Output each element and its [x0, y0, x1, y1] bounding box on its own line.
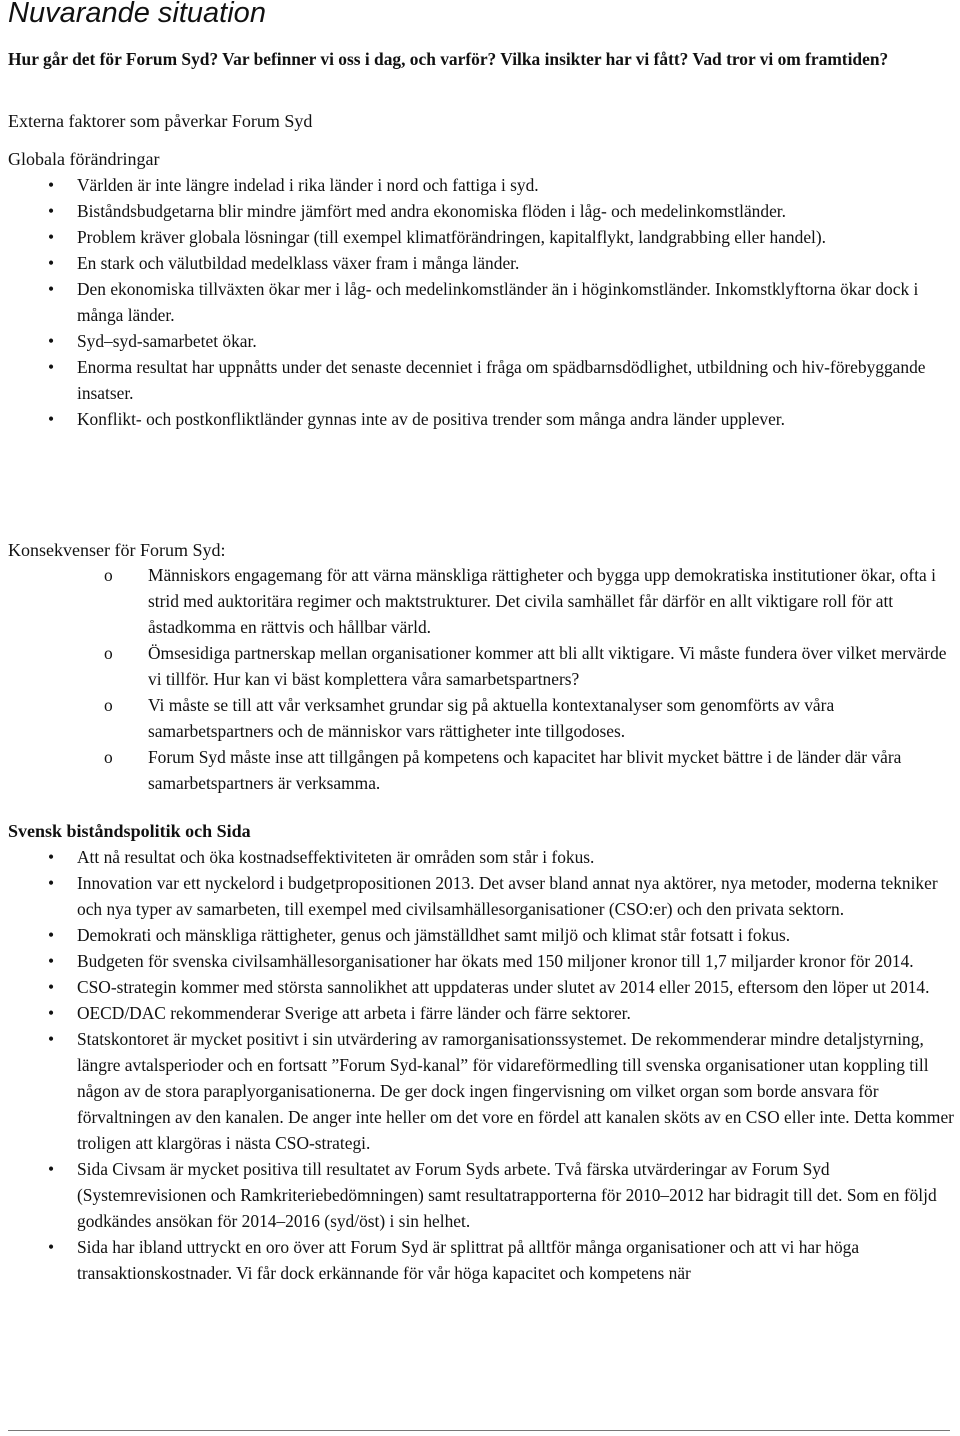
list-item: • Den ekonomiska tillväxten ökar mer i låg- och medelinkomstländer än i höginkomstländer. Inkomstklyftorna ökar dock i många länder.	[8, 276, 943, 328]
bullet-icon: •	[48, 409, 55, 429]
list-item: • Innovation var ett nyckelord i budgetpropositionen 2013. Det avser bland annat nya aktörer, nya metoder, moderna tekniker och nya typer av samarbeten, till exempel med civilsamhällesorganisationer (CSO:er) och den privata sektorn.	[8, 870, 957, 922]
list-item: • OECD/DAC rekommenderar Sverige att arbeta i färre länder och färre sektorer.	[8, 1000, 957, 1026]
list-item: o Ömsesidiga partnerskap mellan organisationer kommer att bli allt viktigare. Vi måste fundera över vilket mervärde vi tillför. Hur kan vi bäst komplettera våra samarbetspartners?	[8, 640, 956, 692]
bullet-icon: •	[48, 1237, 55, 1257]
list-item: • Syd–syd-samarbetet ökar.	[8, 328, 943, 354]
list-item: • Konflikt- och postkonfliktländer gynnas inte av de positiva trender som många andra länder upplever.	[8, 406, 943, 432]
swedish-policy-heading: Svensk biståndspolitik och Sida	[8, 821, 251, 841]
list-item: • Att nå resultat och öka kostnadseffektiviteten är områden som står i fokus.	[8, 844, 957, 870]
list-item: • Enorma resultat har uppnåtts under det senaste decenniet i fråga om spädbarnsdödlighet, utbildning och hiv-förebyggande insatser.	[8, 354, 943, 406]
bullet-icon: •	[48, 279, 55, 299]
bullet-icon: •	[48, 847, 55, 867]
list-item: • Sida Civsam är mycket positiva till resultatet av Forum Syds arbete. Två färska utvärderingar av Forum Syd (Systemrevisionen och Ramkriteriebedömningen) samt resultatrapporterna för 2010–2012 har bidragit till det. Som en följd godkändes ansökan för 2014–2016 (syd/öst) i sin helhet.	[8, 1156, 957, 1234]
list-item: • Statskontoret är mycket positivt i sin utvärdering av ramorganisationssystemet. De rekommenderar mindre detaljstyrning, längre avtalsperioder och en fortsatt ”Forum Syd-kanal” för vidareförmedling till svenska organisationer utan koppling till någon av de stora paraplyorganisationerna. De ger dock ingen fingervisning om vilket organ som borde ansvara för förvaltningen av den kanalen. De anger inte heller om det vore en fördel att kanalen sköts av en CSO eller inte. Detta kommer troligen att klargöras i nästa CSO-strategi.	[8, 1026, 957, 1156]
consequences-heading: Konsekvenser för Forum Syd:	[8, 540, 226, 560]
lead-questions: Hur går det för Forum Syd? Var befinner vi oss i dag, och varför? Vilka insikter har vi fått? Vad tror vi om framtiden?	[8, 49, 889, 69]
list-item: • CSO-strategin kommer med största sannolikhet att uppdateras under slutet av 2014 eller 2015, eftersom den löper ut 2014.	[8, 974, 957, 1000]
sub-bullet-icon: o	[104, 565, 113, 585]
list-item: o Forum Syd måste inse att tillgången på kompetens och kapacitet har blivit mycket bättre i de länder där våra samarbetspartners är verksamma.	[8, 744, 956, 796]
bullet-icon: •	[48, 873, 55, 893]
external-factors-heading: Externa faktorer som påverkar Forum Syd	[8, 111, 313, 131]
sub-bullet-icon: o	[104, 747, 113, 767]
bullet-icon: •	[48, 175, 55, 195]
bullet-icon: •	[48, 951, 55, 971]
bullet-icon: •	[48, 1159, 55, 1179]
list-item: o Människors engagemang för att värna mänskliga rättigheter och bygga upp demokratiska institutioner ökar, ofta i strid med auktoritära regimer och maktstrukturer. Det civila samhället får därför en allt viktigare roll för att åstadkomma en rättvis och hållbar värld.	[8, 562, 956, 640]
list-item: • Världen är inte längre indelad i rika länder i nord och fattiga i syd.	[8, 172, 943, 198]
bullet-icon: •	[48, 253, 55, 273]
bullet-icon: •	[48, 925, 55, 945]
page-title: Nuvarande situation	[8, 0, 266, 29]
bullet-icon: •	[48, 201, 55, 221]
global-changes-heading: Globala förändringar	[8, 149, 160, 169]
list-item: • Demokrati och mänskliga rättigheter, genus och jämställdhet samt miljö och klimat står fotsatt i fokus.	[8, 922, 957, 948]
list-item: • Biståndsbudgetarna blir mindre jämfört med andra ekonomiska flöden i låg- och medelinkomstländer.	[8, 198, 943, 224]
bullet-icon: •	[48, 1003, 55, 1023]
sub-bullet-icon: o	[104, 695, 113, 715]
bullet-icon: •	[48, 227, 55, 247]
global-changes-list	[8, 172, 943, 432]
bullet-icon: •	[48, 977, 55, 997]
bullet-icon: •	[48, 357, 55, 377]
consequences-list	[8, 562, 956, 796]
list-item: • Problem kräver globala lösningar (till exempel klimatförändringen, kapitalflykt, landgrabbing eller handel).	[8, 224, 943, 250]
swedish-policy-list	[8, 844, 957, 1286]
list-item: • Sida har ibland uttryckt en oro över att Forum Syd är splittrat på alltför många organisationer och att vi har höga transaktionskostnader. Vi får dock erkännande för vår höga kapacitet och kompetens när	[8, 1234, 957, 1286]
sub-bullet-icon: o	[104, 643, 113, 663]
bullet-icon: •	[48, 1029, 55, 1049]
footer-divider	[8, 1430, 950, 1431]
list-item: • En stark och välutbildad medelklass växer fram i många länder.	[8, 250, 943, 276]
list-item: • Budgeten för svenska civilsamhällesorganisationer har ökats med 150 miljoner kronor till 1,7 miljarder kronor för 2014.	[8, 948, 957, 974]
bullet-icon: •	[48, 331, 55, 351]
list-item: o Vi måste se till att vår verksamhet grundar sig på aktuella kontextanalyser som genomförts av våra samarbetspartners och de människor vars rättigheter inte tillgodoses.	[8, 692, 956, 744]
